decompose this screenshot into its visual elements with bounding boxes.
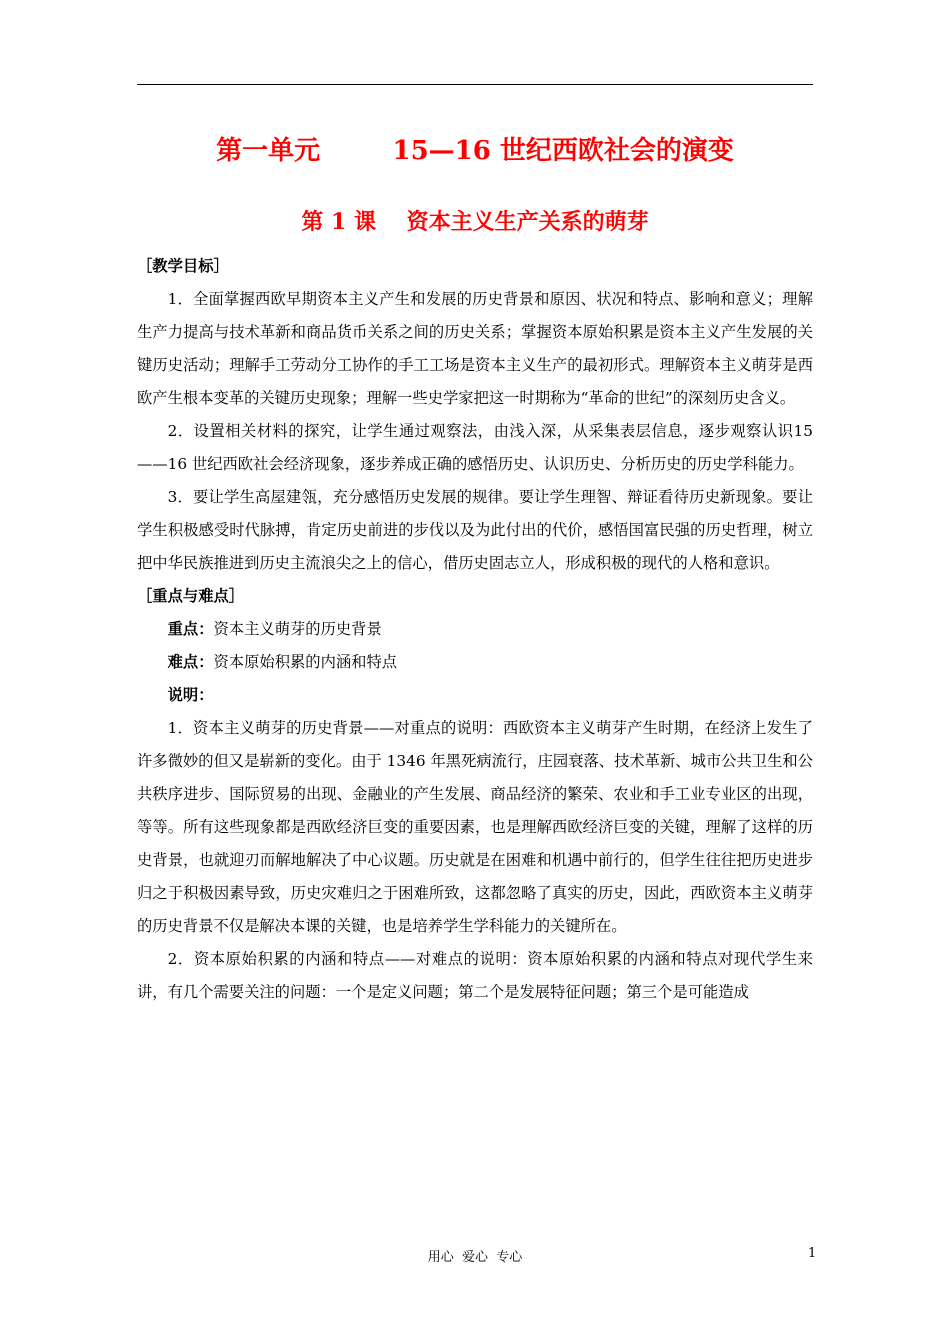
focus-label: 重点： [167,620,214,638]
lesson-title: 第 1 课 资本主义生产关系的萌芽 [301,209,649,235]
document-body [137,250,813,1009]
objectives-heading: ［教学目标］ [137,257,229,275]
objective-item-3: 3．要让学生高屋建瓴，充分感悟历史发展的规律。要让学生理智、辩证看待历史新现象。要让学生积极感受时代脉搏，肯定历史前进的步伐以及为此付出的代价，感悟国富民强的历史哲理，树立把中华民族推进到历史主流浪尖之上的信心，借历史固志立人，形成积极的现代的人格和意识。 [137,488,813,572]
focus-text: 资本主义萌芽的历史背景 [213,620,382,638]
focus-line [137,613,813,646]
page-number: 1 [808,1246,817,1261]
unit-title: 第一单元 15—16 世纪西欧社会的演变 [216,136,734,166]
objective-item-1: 1．全面掌握西欧早期资本主义产生和发展的历史背景和原因、状况和特点、影响和意义；理解生产力提高与技术革新和商品货币关系之间的历史关系；掌握资本原始积累是资本主义产生发展的关键历史活动；理解手工劳动分工协作的手工工场是资本主义生产的最初形式。理解资本主义萌芽是西欧产生根本变革的关键历史现象；理解一些史学家把这一时期称为“革命的世纪”的深刻历史含义。 [137,290,813,407]
note-item-2: 2．资本原始积累的内涵和特点——对难点的说明：资本原始积累的内涵和特点对现代学生来讲，有几个需要关注的问题：一个是定义问题；第二个是发展特征问题；第三个是可能造成 [137,950,813,1001]
key-points-heading: ［重点与难点］ [137,587,245,605]
footer-motto: 用心 爱心 专心 [427,1250,523,1265]
difficulty-text: 资本原始积累的内涵和特点 [213,653,398,671]
note-item-1: 1．资本主义萌芽的历史背景——对重点的说明：西欧资本主义萌芽产生时期，在经济上发生了许多微妙的但又是崭新的变化。由于 1346 年黑死病流行，庄园衰落、技术革新、城市公共卫生和公共秩序进步、国际贸易的出现、金融业的产生发展、商品经济的繁荣、农业和手工业专业区的出现，等等。所有这些现象都是西欧经济巨变的重要因素，也是理解西欧经济巨变的关键，理解了这样的历史背景，也就迎刃而解地解决了中心议题。历史就是在困难和机遇中前行的，但学生往往把历史进步归之于积极因素导致，历史灾难归之于困难所致，这都忽略了真实的历史，因此，西欧资本主义萌芽的历史背景不仅是解决本课的关键，也是培养学生学科能力的关键所在。 [137,719,813,935]
header-rule [137,84,813,85]
note-label: 说明： [167,686,214,704]
difficulty-line [137,646,813,679]
objective-item-2: 2．设置相关材料的探究，让学生通过观察法，由浅入深，从采集表层信息，逐步观察认识15——16 世纪西欧社会经济现象，逐步养成正确的感悟历史、认识历史、分析历史的历史学科能力。 [137,422,813,473]
note-line [137,679,813,712]
difficulty-label: 难点： [167,653,214,671]
